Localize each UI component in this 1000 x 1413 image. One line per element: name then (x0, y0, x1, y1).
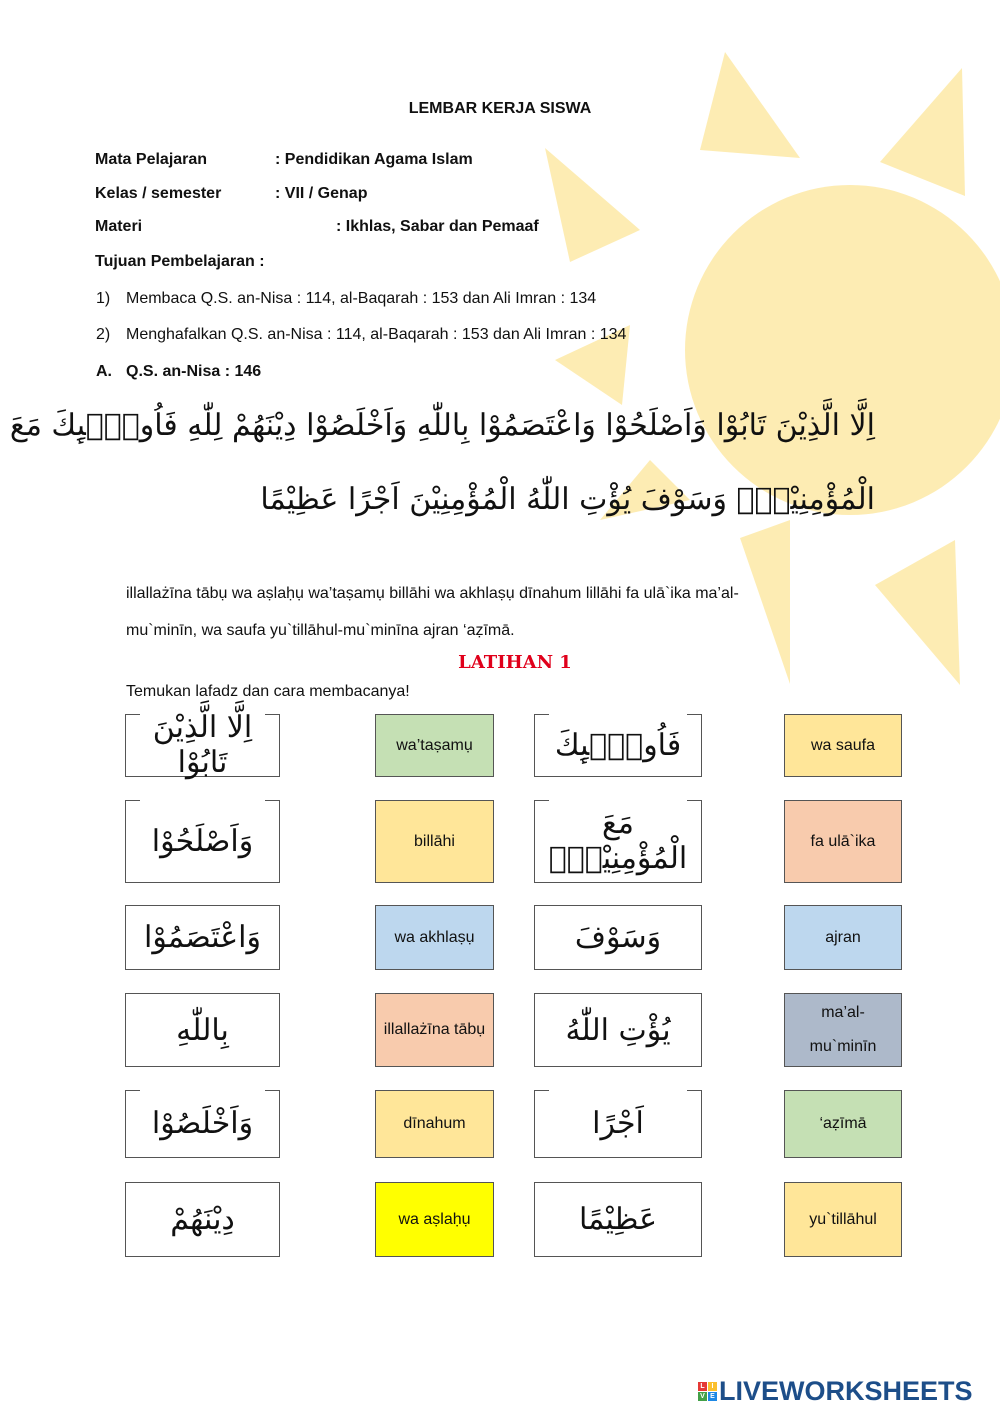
goal-number: 2) (96, 326, 111, 343)
transliteration-line-1: illallażīna tābụ wa aṣlaḥụ wa’taṣamụ billāhi wa akhlaṣụ dīnahum lillāhi fa ulā`ika ma’al- (126, 585, 739, 602)
arabic-word-card[interactable]: فَاُولٰۤىِٕكَ (534, 714, 702, 777)
ayah-line-1: اِلَّا الَّذِيْنَ تَابُوْا وَاَصْلَحُوْا وَاعْتَصَمُوْا بِاللّٰهِ وَاَخْلَصُوْا دِيْنَهُمْ لِلّٰهِ فَاُولٰۤىِٕكَ مَعَ (9, 408, 875, 443)
transliteration-card[interactable]: illallażīna tābụ (375, 993, 494, 1067)
arabic-word-card[interactable]: اِلَّا الَّذِيْنَ تَابُوْا (125, 714, 280, 777)
transliteration-card[interactable]: wa saufa (784, 714, 902, 777)
info-value: : VII / Genap (275, 185, 368, 202)
brand-name: LIVEWORKSHEETS (719, 1376, 973, 1406)
info-row-class (95, 185, 795, 205)
info-label: Mata Pelajaran (95, 151, 208, 168)
info-row-subject (95, 151, 795, 171)
transliteration-card[interactable]: ajran (784, 905, 902, 970)
liveworksheets-logo[interactable] (698, 1376, 973, 1407)
exercise-title: LATIHAN 1 (458, 652, 572, 673)
info-value: : Ikhlas, Sabar dan Pemaaf (336, 218, 539, 235)
info-row-goals (95, 253, 795, 273)
transliteration-card[interactable]: fa ulā`ika (784, 800, 902, 883)
transliteration-card[interactable]: billāhi (375, 800, 494, 883)
arabic-word-card[interactable]: بِاللّٰهِ (125, 993, 280, 1067)
logo-letter: V (698, 1392, 707, 1401)
arabic-word-card[interactable]: وَاَصْلَحُوْا (125, 800, 280, 883)
arabic-word-card[interactable]: يُؤْتِ اللّٰهُ (534, 993, 702, 1067)
exercise-instruction: Temukan lafadz dan cara membacanya! (126, 683, 410, 700)
arabic-word-card[interactable]: مَعَ الْمُؤْمِنِيْنَۗ (534, 800, 702, 883)
transliteration-card[interactable]: wa akhlaṣụ (375, 905, 494, 970)
arabic-word-card[interactable]: عَظِيْمًا (534, 1182, 702, 1257)
info-value: : Pendidikan Agama Islam (275, 151, 473, 168)
logo-letter: E (708, 1392, 717, 1401)
transliteration-card[interactable]: wa aṣlaḥụ (375, 1182, 494, 1257)
section-title: Q.S. an-Nisa : 146 (126, 363, 262, 380)
info-row-material (95, 218, 795, 238)
arabic-word-card[interactable]: دِيْنَهُمْ (125, 1182, 280, 1257)
liveworksheets-icon (698, 1382, 717, 1401)
section-a-heading (96, 363, 496, 383)
logo-letter: I (708, 1382, 717, 1391)
transliteration-card[interactable]: ma’al-mu`minīn (784, 993, 902, 1067)
transliteration-card[interactable]: ‘aẓīmā (784, 1090, 902, 1158)
ayah-line-2: الْمُؤْمِنِيْنَۗ وَسَوْفَ يُؤْتِ اللّٰهُ الْمُؤْمِنِيْنَ اَجْرًا عَظِيْمًا (260, 482, 875, 517)
transliteration-card[interactable]: dīnahum (375, 1090, 494, 1158)
arabic-word-card[interactable]: اَجْرًا (534, 1090, 702, 1158)
goal-item (96, 290, 896, 310)
arabic-word-card[interactable]: وَاعْتَصَمُوْا (125, 905, 280, 970)
page-title: LEMBAR KERJA SISWA (408, 100, 592, 117)
info-label: Materi (95, 218, 143, 235)
section-letter: A. (96, 363, 112, 380)
transliteration-card[interactable]: wa’taṣamụ (375, 714, 494, 777)
goal-number: 1) (96, 290, 111, 307)
info-label: Tujuan Pembelajaran : (95, 253, 265, 270)
arabic-word-card[interactable]: وَسَوْفَ (534, 905, 702, 970)
logo-letter: L (698, 1382, 707, 1391)
info-label: Kelas / semester (95, 185, 222, 202)
goal-text: Membaca Q.S. an-Nisa : 114, al-Baqarah : 153 dan Ali Imran : 134 (126, 290, 597, 307)
transliteration-card[interactable]: yu`tillāhul (784, 1182, 902, 1257)
arabic-word-card[interactable]: وَاَخْلَصُوْا (125, 1090, 280, 1158)
goal-item (96, 326, 896, 346)
goal-text: Menghafalkan Q.S. an-Nisa : 114, al-Baqarah : 153 dan Ali Imran : 134 (126, 326, 627, 343)
transliteration-line-2: mu`minīn, wa saufa yu`tillāhul-mu`minīna ajran ‘aẓīmā. (126, 622, 515, 639)
